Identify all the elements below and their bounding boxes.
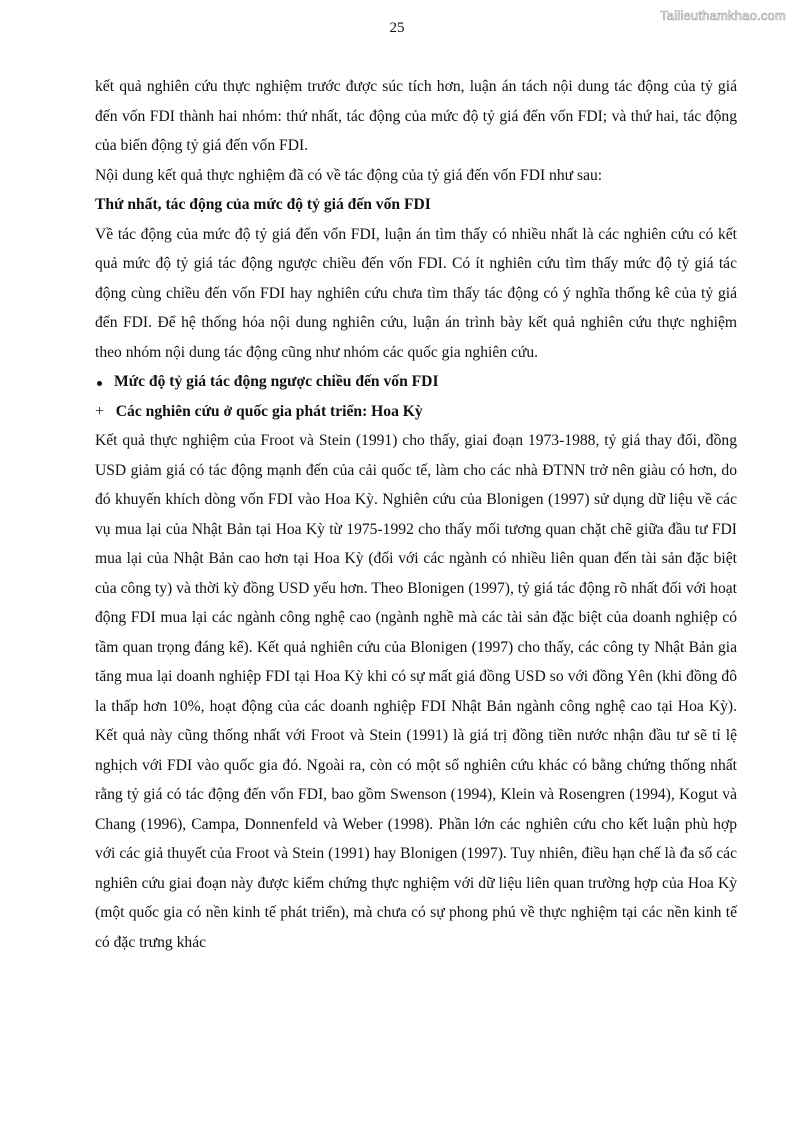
paragraph-overview: Nội dung kết quả thực nghiệm đã có về tác động của tỷ giá đến vốn FDI như sau: xyxy=(95,166,603,184)
watermark-text: Tailieuthamkhao.com xyxy=(660,8,786,23)
paragraph-intro: kết quả nghiên cứu thực nghiệm trước được súc tích hơn, luận án tách nội dung tác động của tỷ giá đến vốn FDI thành hai nhóm: thứ nhất, tác động của mức độ tỷ giá đến vốn FDI; và thứ hai, tác động của biến động tỷ giá đến vốn FDI. xyxy=(95,78,737,154)
bullet-icon xyxy=(97,381,102,386)
section-heading: Thứ nhất, tác động của mức độ tỷ giá đến vốn FDI xyxy=(95,196,431,213)
plus-marker: + xyxy=(95,402,104,420)
page-number: 25 xyxy=(389,20,405,36)
document-body xyxy=(95,72,737,957)
bullet-item-label: Mức độ tỷ giá tác động ngược chiều đến vốn FDI xyxy=(114,373,439,390)
paragraph-level-effect: Về tác động của mức độ tỷ giá đến vốn FDI, luận án tìm thấy có nhiều nhất là các nghiên cứu có kết quả mức độ tỷ giá tác động ngược chiều đến vốn FDI. Có ít nghiên cứu tìm thấy mức độ tỷ giá tác động cùng chiều đến vốn FDI hay nghiên cứu chưa tìm thấy tác động có ý nghĩa thống kê của tỷ giá đến FDI. Để hệ thống hóa nội dung nghiên cứu, luận án trình bày kết quả nghiên cứu thực nghiệm theo nhóm nội dung tác động cũng như nhóm các quốc gia nghiên cứu. xyxy=(95,225,737,361)
bullet-item xyxy=(95,367,737,397)
sub-heading xyxy=(95,397,737,427)
sub-heading-label: Các nghiên cứu ở quốc gia phát triển: Hoa Kỳ xyxy=(115,402,423,420)
paragraph-us-studies: Kết quả thực nghiệm của Froot và Stein (1991) cho thấy, giai đoạn 1973-1988, tỷ giá thay đổi, đồng USD giảm giá có tác động mạnh đến của cải quốc tế, làm cho các nhà ĐTNN trở nên giàu có hơn, do đó khuyến khích dòng vốn FDI vào Hoa Kỳ. Nghiên cứu của Blonigen (1997) sử dụng dữ liệu về các vụ mua lại của Nhật Bản tại Hoa Kỳ từ 1975-1992 cho thấy mối tương quan chặt chẽ giữa đầu tư FDI mua lại của Nhật Bản cao hơn tại Hoa Kỳ (đối với các ngành có nhiều liên quan đến tài sản đặc biệt của công ty) và thời kỳ đồng USD yếu hơn. Theo Blonigen (1997), tỷ giá tác động rõ nhất đối với hoạt động FDI mua lại các ngành công nghệ cao (ngành nghề mà các tài sản đặc biệt của doanh nghiệp có tầm quan trọng đáng kể). Kết quả nghiên cứu của Blonigen (1997) cho thấy, các công ty Nhật Bản gia tăng mua lại doanh nghiệp FDI tại Hoa Kỳ khi có sự mất giá đồng USD so với đồng Yên (khi đồng đô la thấp hơn 10%, hoạt động của các doanh nghiệp FDI Nhật Bản ngành công nghệ cao tại Hoa Kỳ). Kết quả này cũng thống nhất với Froot và Stein (1991) là giá trị đồng tiền nước nhận đầu tư sẽ tỉ lệ nghịch với FDI vào quốc gia đó. Ngoài ra, còn có một số nghiên cứu khác có bằng chứng thống nhất rằng tỷ giá có tác động đến vốn FDI, bao gồm Swenson (1994), Klein và Rosengren (1994), Kogut và Chang (1996), Campa, Donnenfeld và Weber (1998). Phần lớn các nghiên cứu cho kết luận phù hợp với các giả thuyết của Froot và Stein (1991) hay Blonigen (1997). Tuy nhiên, điều hạn chế là đa số các nghiên cứu giai đoạn này được kiểm chứng thực nghiệm với dữ liệu liên quan trường hợp của Hoa Kỳ (một quốc gia có nền kinh tế phát triển), mà chưa có sự phong phú về thực nghiệm tại các nền kinh tế có đặc trưng khác xyxy=(95,432,737,951)
